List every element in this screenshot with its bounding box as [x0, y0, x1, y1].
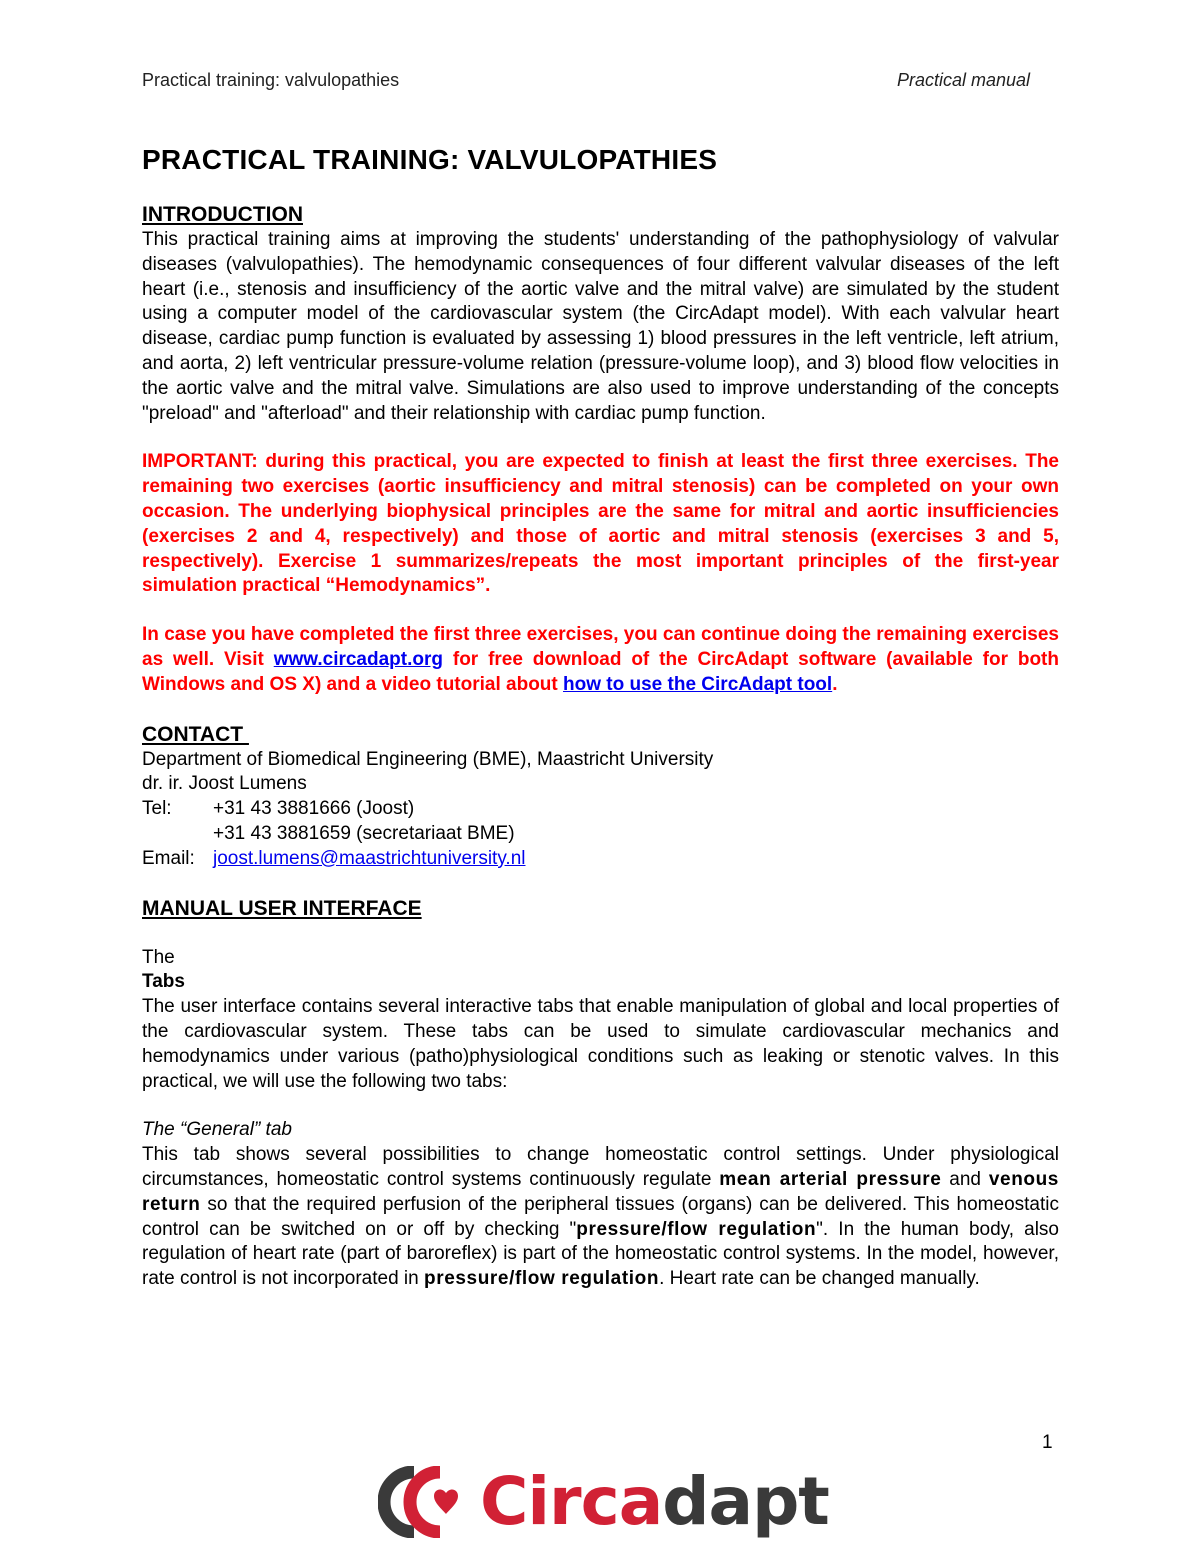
manual-heading: MANUAL USER INTERFACE: [142, 896, 422, 920]
contact-email-row: [142, 847, 1059, 872]
venous-return-term: venous return: [142, 1168, 1059, 1215]
mean-arterial-pressure-term: mean arterial pressure: [719, 1168, 942, 1190]
introduction-heading: INTRODUCTION: [142, 203, 303, 226]
header-left: Practical training: valvulopathies: [142, 70, 400, 90]
tel-number-2: +31 43 3881659 (secretariaat BME): [213, 822, 515, 844]
header-right: Practical manual: [896, 70, 1030, 90]
logo-wordmark: [480, 1462, 829, 1542]
tel-label: Tel:: [142, 798, 172, 820]
tabs-heading: Tabs: [142, 971, 185, 993]
contact-tel-row: [142, 797, 1059, 822]
general-text-3: so that the required perfusion of the peripheral tissues (organs) can be delivered. This homeostatic control can be switched on or off by checking ": [142, 1193, 1059, 1240]
logo-text-a: a: [618, 1463, 663, 1540]
case-note: [142, 623, 1059, 697]
introduction-body: This practical training aims at improving the students' understanding of the pathophysiology of valvular diseases (valvulopathies). The hemodynamic consequences of four different valvular diseases of the left heart (i.e., stenosis and insufficiency of the aortic valve and the mitral valve) are simulated by the student using a computer model of the cardiovascular system (the CircAdapt model). With each valvular heart disease, cardiac pump function is evaluated by assessing 1) blood pressures in the left ventricle, left atrium, and aorta, 2) left ventricular pressure-volume relation (pressure-volume loop), and 3) blood flow velocities in the aortic valve and the mitral valve. Simulations are also used to improve understanding of the concepts "preload" and "afterload" and their relationship with cardiac pump function.: [142, 229, 1059, 424]
logo-text-circ: Circ: [480, 1463, 619, 1540]
video-tutorial-link[interactable]: how to use the CircAdapt tool: [563, 673, 833, 695]
email-label: Email:: [142, 847, 195, 869]
pressure-flow-regulation-term-2: pressure/flow regulation: [424, 1268, 660, 1290]
important-note: IMPORTANT: during this practical, you are expected to finish at least the first three exercises. The remaining two exercises (aortic insufficiency and mitral stenosis) can be completed on your own occasion. The underlying biophysical principles are the same for mitral and aortic insufficiencies (exercises 2 and 4, respectively) and those of aortic and mitral stenosis (exercises 3 and 5, respectively). Exercise 1 summarizes/repeats the most important principles of the first-year simulation practical “Hemodynamics”.: [142, 451, 1059, 597]
case-text-3: .: [832, 673, 838, 695]
general-text-1: This tab shows several possibilities to change homeostatic control settings. Under physiological circumstances, homeostatic control systems continuously regulate: [142, 1144, 1059, 1190]
contact-department: Department of Biomedical Engineering (BME), Maastricht University: [142, 748, 714, 770]
page-title: PRACTICAL TRAINING: VALVULOPATHIES: [142, 144, 718, 175]
general-tab-body: [142, 1143, 1059, 1292]
manual-the: The: [142, 946, 175, 968]
circadapt-website-link[interactable]: www.circadapt.org: [273, 648, 443, 670]
contact-name: dr. ir. Joost Lumens: [142, 773, 307, 795]
email-link[interactable]: joost.lumens@maastrichtuniversity.nl: [213, 847, 526, 869]
page-number: 1: [1042, 1432, 1053, 1453]
heart-c-logo-icon: [378, 1466, 470, 1538]
page-header: [142, 70, 1030, 91]
tel-number-1: +31 43 3881666 (Joost): [213, 798, 415, 820]
general-tab-heading: The “General” tab: [142, 1119, 292, 1141]
tabs-body: The user interface contains several interactive tabs that enable manipulation of global and local properties of the cardiovascular system. These tabs can be used to simulate cardiovascular mechanics and hemodynamics under various (patho)physiological conditions such as leaking or stenotic valves. In this practical, we will use the following two tabs:: [142, 996, 1059, 1092]
case-text-2: for free download of the CircAdapt software (available for both Windows and OS X) and a video tutorial about: [142, 648, 1059, 695]
general-text-4: ". In the human body, also regulation of heart rate (part of baroreflex) is part of the homeostatic control systems. In the model, however, rate control is not incorporated in: [142, 1218, 1059, 1290]
contact-tel-row-2: [142, 822, 1059, 847]
general-text-2: and: [941, 1168, 989, 1190]
case-text-1: In case you have completed the first three exercises, you can continue doing the remaining exercises as well. Visit: [142, 624, 1059, 670]
contact-heading: CONTACT: [142, 722, 249, 746]
document-body: [142, 142, 1059, 1292]
circadapt-logo: [378, 1462, 829, 1542]
logo-text-dapt: dapt: [662, 1463, 829, 1540]
pressure-flow-regulation-term: pressure/flow regulation: [576, 1218, 817, 1240]
general-text-5: . Heart rate can be changed manually.: [659, 1268, 980, 1290]
